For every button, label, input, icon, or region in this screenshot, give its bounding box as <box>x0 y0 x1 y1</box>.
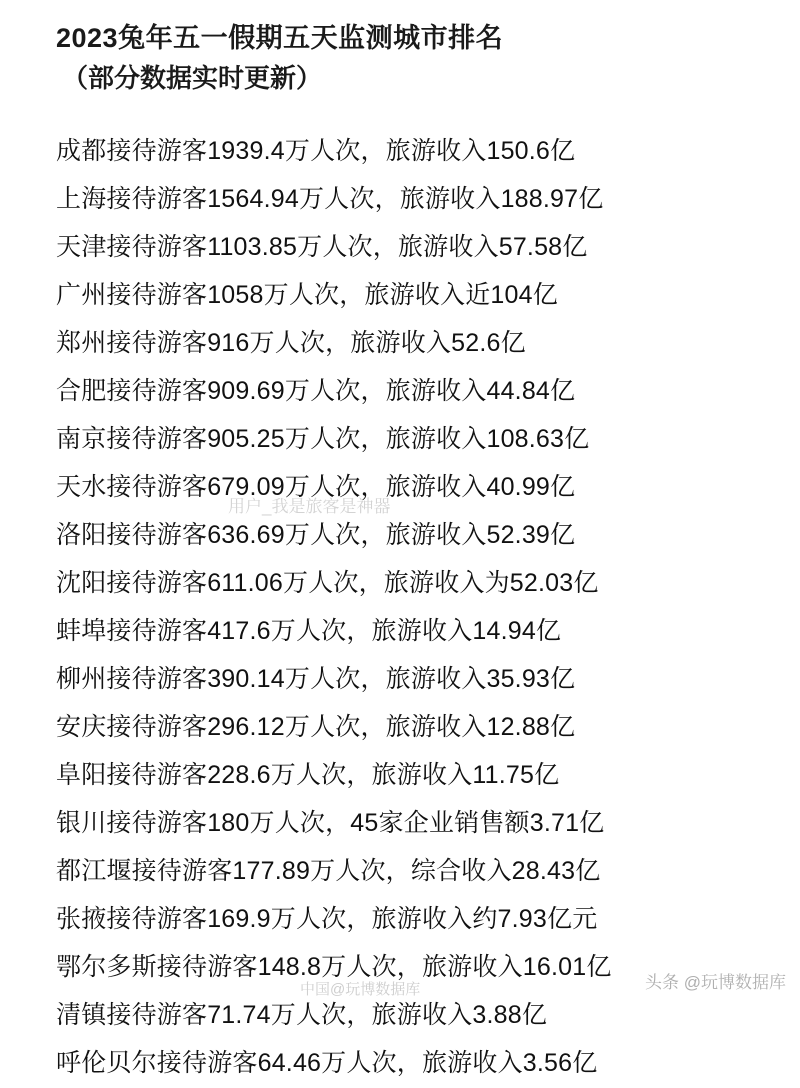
list-item: 沈阳接待游客611.06万人次，旅游收入为52.03亿 <box>56 569 599 597</box>
list-item: 天津接待游客1103.85万人次，旅游收入57.58亿 <box>56 233 588 261</box>
list-item: 蚌埠接待游客417.6万人次，旅游收入14.94亿 <box>56 617 562 645</box>
list-item: 南京接待游客905.25万人次，旅游收入108.63亿 <box>56 425 590 453</box>
list-item: 合肥接待游客909.69万人次，旅游收入44.84亿 <box>56 377 576 405</box>
list-item: 都江堰接待游客177.89万人次，综合收入28.43亿 <box>56 857 601 885</box>
list-item: 柳州接待游客390.14万人次，旅游收入35.93亿 <box>56 665 576 693</box>
list-item: 呼伦贝尔接待游客64.46万人次，旅游收入3.56亿 <box>56 1049 598 1077</box>
page-subtitle: （部分数据实时更新） <box>62 62 323 93</box>
watermark-bottom-center: 中国@玩博数据库 <box>300 981 421 998</box>
list-item: 天水接待游客679.09万人次，旅游收入40.99亿 <box>56 473 576 501</box>
list-item: 张掖接待游客169.9万人次，旅游收入约7.93亿元 <box>56 905 598 933</box>
city-ranking-list <box>0 128 800 1088</box>
document-title-block <box>0 18 800 98</box>
list-item: 安庆接待游客296.12万人次，旅游收入12.88亿 <box>56 713 576 741</box>
watermark-source-label: 头条 @玩博数据库 <box>645 973 786 992</box>
list-item: 郑州接待游客916万人次，旅游收入52.6亿 <box>56 329 526 357</box>
list-item: 洛阳接待游客636.69万人次，旅游收入52.39亿 <box>56 521 576 549</box>
list-item: 成都接待游客1939.4万人次，旅游收入150.6亿 <box>56 137 576 165</box>
list-item: 广州接待游客1058万人次，旅游收入近104亿 <box>56 281 558 309</box>
list-item: 阜阳接待游客228.6万人次，旅游收入11.75亿 <box>56 761 560 789</box>
list-item: 鄂尔多斯接待游客148.8万人次，旅游收入16.01亿 <box>56 953 612 981</box>
page-title: 2023兔年五一假期五天监测城市排名 <box>56 23 504 53</box>
list-item: 上海接待游客1564.94万人次，旅游收入188.97亿 <box>56 185 604 213</box>
list-item: 清镇接待游客71.74万人次，旅游收入3.88亿 <box>56 1001 548 1029</box>
list-item: 银川接待游客180万人次，45家企业销售额3.71亿 <box>56 809 605 837</box>
watermark-center: 用户_我是旅客是神器 <box>228 497 391 516</box>
